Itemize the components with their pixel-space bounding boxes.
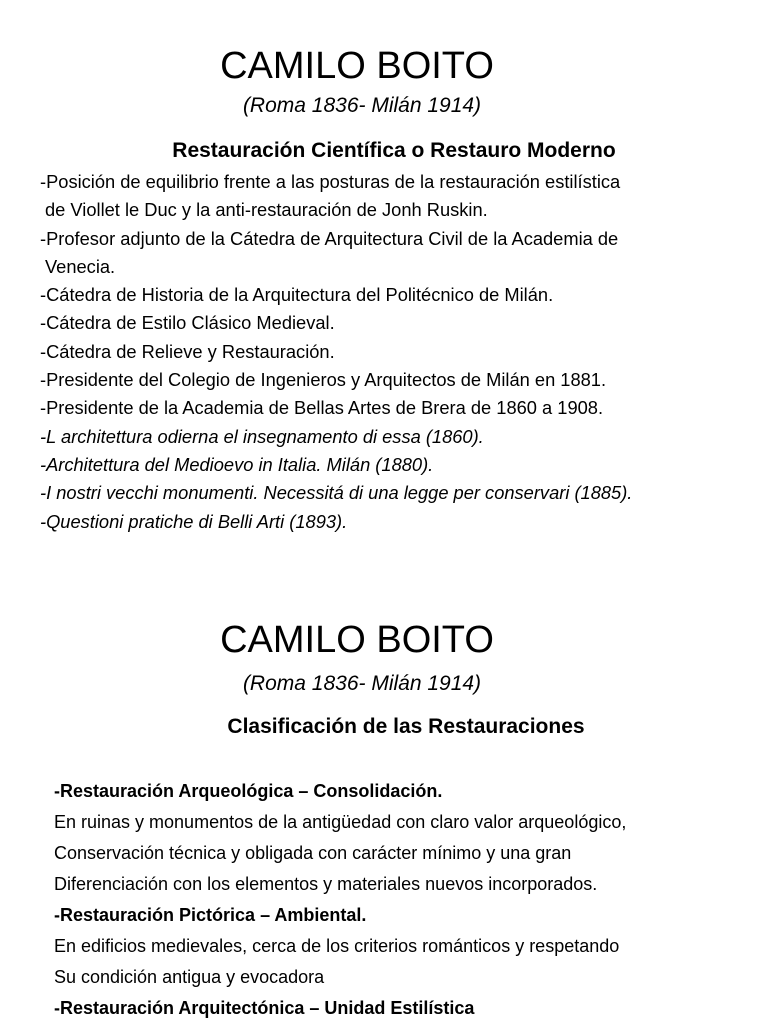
list-item: -Cátedra de Estilo Clásico Medieval. — [40, 312, 335, 334]
section-heading: Clasificación de las Restauraciones — [227, 715, 585, 738]
biography-list — [40, 168, 760, 536]
publication-item: -Questioni pratiche di Belli Arti (1893). — [40, 510, 348, 532]
list-item: Venecia. — [45, 255, 116, 277]
category-heading: -Restauración Arqueológica – Consolidación. — [54, 781, 443, 801]
list-item: -Profesor adjunto de la Cátedra de Arquitectura Civil de la Academia de — [40, 227, 619, 249]
publication-item: -L architettura odierna el insegnamento di essa (1860). — [40, 425, 484, 447]
category-heading: -Restauración Arquitectónica – Unidad Estilística — [54, 998, 475, 1018]
list-item: -Presidente de la Academia de Bellas Artes de Brera de 1860 a 1908. — [40, 397, 604, 419]
list-item: -Posición de equilibrio frente a las posturas de la restauración estilística — [40, 171, 621, 192]
list-item: Su condición antigua y evocadora — [54, 967, 325, 987]
slide-restoration-classification — [0, 568, 768, 1024]
classification-list — [54, 776, 768, 1024]
list-item: Conservación técnica y obligada con carácter mínimo y una gran — [54, 843, 572, 863]
publication-item: -Architettura del Medioevo in Italia. Milán (1880). — [40, 453, 434, 475]
slide-subtitle: (Roma 1836- Milán 1914) — [242, 672, 482, 695]
section-heading: Restauración Científica o Restauro Moderno — [172, 139, 616, 162]
list-item: En ruinas y monumentos de la antigüedad con claro valor arqueológico, — [54, 812, 627, 832]
list-item: Diferenciación con los elementos y materiales nuevos incorporados. — [54, 874, 598, 894]
slide-subtitle: (Roma 1836- Milán 1914) — [242, 94, 482, 117]
list-item: -Presidente del Colegio de Ingenieros y Arquitectos de Milán en 1881. — [40, 369, 607, 391]
list-item: En edificios medievales, cerca de los criterios románticos y respetando — [54, 936, 620, 956]
list-item: -Cátedra de Historia de la Arquitectura del Politécnico de Milán. — [40, 284, 554, 306]
category-heading: -Restauración Pictórica – Ambiental. — [54, 905, 367, 925]
list-item: de Viollet le Duc y la anti-restauración de Jonh Ruskin. — [45, 199, 488, 221]
list-item: -Cátedra de Relieve y Restauración. — [40, 340, 335, 362]
slide-title: CAMILO BOITO — [220, 45, 494, 87]
publication-item: -I nostri vecchi monumenti. Necessitá di una legge per conservari (1885). — [40, 482, 633, 504]
slide-title: CAMILO BOITO — [220, 619, 494, 661]
